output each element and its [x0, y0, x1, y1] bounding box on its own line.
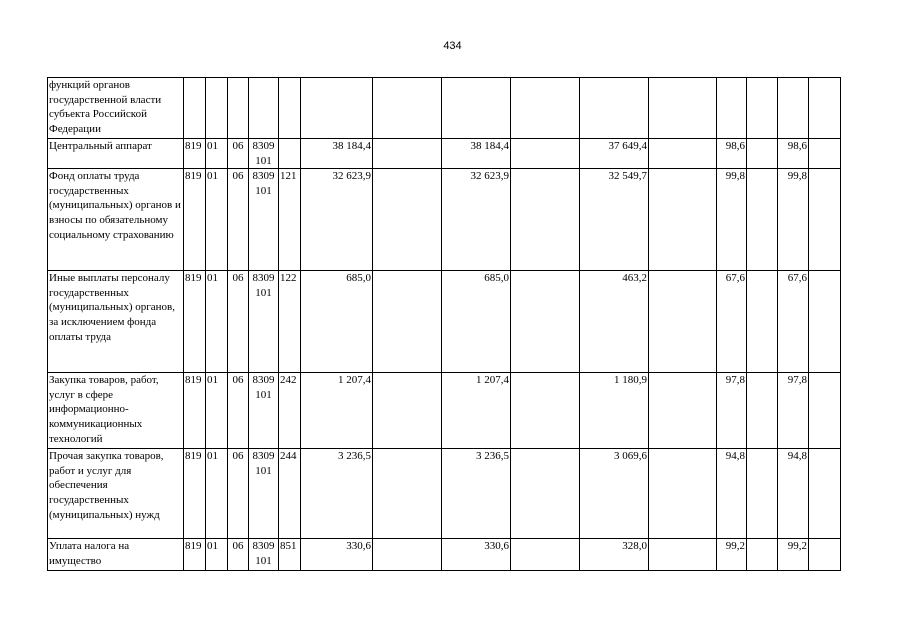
approved-amount-cell: 3 236,5 [301, 449, 373, 539]
empty-cell [511, 271, 580, 373]
ved-code-cell [184, 78, 206, 139]
subsection-code-cell [228, 78, 249, 139]
empty-cell [809, 78, 841, 139]
adjusted-amount-cell: 1 207,4 [442, 373, 511, 449]
approved-amount-cell: 1 207,4 [301, 373, 373, 449]
subsection-code-cell: 06 [228, 373, 249, 449]
empty-cell [373, 539, 442, 571]
empty-cell [649, 271, 717, 373]
empty-cell [511, 169, 580, 271]
table-row [48, 78, 841, 139]
row-name-cell: Закупка товаров, работ, услуг в сфере информационно-коммуникационных технологий [48, 373, 184, 449]
adjusted-amount-cell: 3 236,5 [442, 449, 511, 539]
ved-code-cell: 819 [184, 449, 206, 539]
execution-percent-cell: 97,8 [717, 373, 747, 449]
target-article-cell: 8309 101 [249, 539, 279, 571]
empty-cell [809, 169, 841, 271]
empty-cell [747, 539, 778, 571]
approved-amount-cell: 38 184,4 [301, 139, 373, 169]
empty-cell [373, 169, 442, 271]
adjusted-amount-cell: 685,0 [442, 271, 511, 373]
executed-amount-cell: 328,0 [580, 539, 649, 571]
expense-type-cell: 244 [279, 449, 301, 539]
ved-code-cell: 819 [184, 539, 206, 571]
ved-code-cell: 819 [184, 373, 206, 449]
adjusted-amount-cell [442, 78, 511, 139]
empty-cell [649, 139, 717, 169]
expense-type-cell: 122 [279, 271, 301, 373]
empty-cell [747, 169, 778, 271]
row-name-cell: Уплата налога на имущество [48, 539, 184, 571]
section-code-cell: 01 [206, 373, 228, 449]
row-name-cell: Иные выплаты персоналу государственных (муниципальных) органов, за исключением фонда оплаты труда [48, 271, 184, 373]
section-code-cell [206, 78, 228, 139]
empty-cell [649, 169, 717, 271]
execution-percent-adjusted-cell: 94,8 [778, 449, 809, 539]
page-number: 434 [443, 40, 462, 52]
empty-cell [809, 271, 841, 373]
target-article-cell: 8309 101 [249, 139, 279, 169]
ved-code-cell: 819 [184, 169, 206, 271]
empty-cell [809, 373, 841, 449]
executed-amount-cell: 1 180,9 [580, 373, 649, 449]
target-article-cell: 8309 101 [249, 271, 279, 373]
expense-type-cell [279, 139, 301, 169]
execution-percent-adjusted-cell: 97,8 [778, 373, 809, 449]
expense-type-cell: 121 [279, 169, 301, 271]
section-code-cell: 01 [206, 539, 228, 571]
table-row [48, 139, 841, 169]
row-name-cell: Центральный аппарат [48, 139, 184, 169]
empty-cell [747, 271, 778, 373]
empty-cell [511, 139, 580, 169]
table-row [48, 539, 841, 571]
execution-percent-cell: 94,8 [717, 449, 747, 539]
approved-amount-cell [301, 78, 373, 139]
table-row [48, 271, 841, 373]
execution-percent-cell [717, 78, 747, 139]
adjusted-amount-cell: 330,6 [442, 539, 511, 571]
executed-amount-cell: 463,2 [580, 271, 649, 373]
execution-percent-cell: 99,8 [717, 169, 747, 271]
table-row [48, 373, 841, 449]
empty-cell [649, 373, 717, 449]
execution-percent-cell: 98,6 [717, 139, 747, 169]
execution-percent-adjusted-cell: 99,8 [778, 169, 809, 271]
section-code-cell: 01 [206, 449, 228, 539]
adjusted-amount-cell: 32 623,9 [442, 169, 511, 271]
execution-percent-adjusted-cell: 67,6 [778, 271, 809, 373]
row-name-cell: Прочая закупка товаров, работ и услуг для обеспечения государственных (муниципальных) нужд [48, 449, 184, 539]
approved-amount-cell: 685,0 [301, 271, 373, 373]
section-code-cell: 01 [206, 169, 228, 271]
empty-cell [747, 139, 778, 169]
expense-type-cell [279, 78, 301, 139]
empty-cell [373, 449, 442, 539]
budget-execution-table [47, 77, 841, 571]
empty-cell [649, 78, 717, 139]
subsection-code-cell: 06 [228, 539, 249, 571]
empty-cell [809, 539, 841, 571]
executed-amount-cell: 32 549,7 [580, 169, 649, 271]
target-article-cell: 8309 101 [249, 169, 279, 271]
approved-amount-cell: 330,6 [301, 539, 373, 571]
empty-cell [373, 373, 442, 449]
table-row [48, 169, 841, 271]
empty-cell [511, 373, 580, 449]
ved-code-cell: 819 [184, 139, 206, 169]
empty-cell [747, 78, 778, 139]
empty-cell [809, 139, 841, 169]
empty-cell [511, 78, 580, 139]
subsection-code-cell: 06 [228, 271, 249, 373]
execution-percent-cell: 99,2 [717, 539, 747, 571]
empty-cell [747, 373, 778, 449]
expense-type-cell: 242 [279, 373, 301, 449]
section-code-cell: 01 [206, 271, 228, 373]
empty-cell [649, 449, 717, 539]
ved-code-cell: 819 [184, 271, 206, 373]
empty-cell [373, 139, 442, 169]
section-code-cell: 01 [206, 139, 228, 169]
target-article-cell: 8309 101 [249, 449, 279, 539]
table-row [48, 449, 841, 539]
execution-percent-adjusted-cell [778, 78, 809, 139]
executed-amount-cell [580, 78, 649, 139]
adjusted-amount-cell: 38 184,4 [442, 139, 511, 169]
subsection-code-cell: 06 [228, 169, 249, 271]
empty-cell [511, 539, 580, 571]
executed-amount-cell: 37 649,4 [580, 139, 649, 169]
empty-cell [649, 539, 717, 571]
empty-cell [809, 449, 841, 539]
approved-amount-cell: 32 623,9 [301, 169, 373, 271]
target-article-cell [249, 78, 279, 139]
execution-percent-cell: 67,6 [717, 271, 747, 373]
subsection-code-cell: 06 [228, 139, 249, 169]
empty-cell [511, 449, 580, 539]
executed-amount-cell: 3 069,6 [580, 449, 649, 539]
execution-percent-adjusted-cell: 98,6 [778, 139, 809, 169]
subsection-code-cell: 06 [228, 449, 249, 539]
row-name-cell: функций органов государственной власти субъекта Российской Федерации [48, 78, 184, 139]
empty-cell [373, 78, 442, 139]
row-name-cell: Фонд оплаты труда государственных (муниципальных) органов и взносы по обязательному социальному страхованию [48, 169, 184, 271]
execution-percent-adjusted-cell: 99,2 [778, 539, 809, 571]
empty-cell [747, 449, 778, 539]
expense-type-cell: 851 [279, 539, 301, 571]
target-article-cell: 8309 101 [249, 373, 279, 449]
empty-cell [373, 271, 442, 373]
